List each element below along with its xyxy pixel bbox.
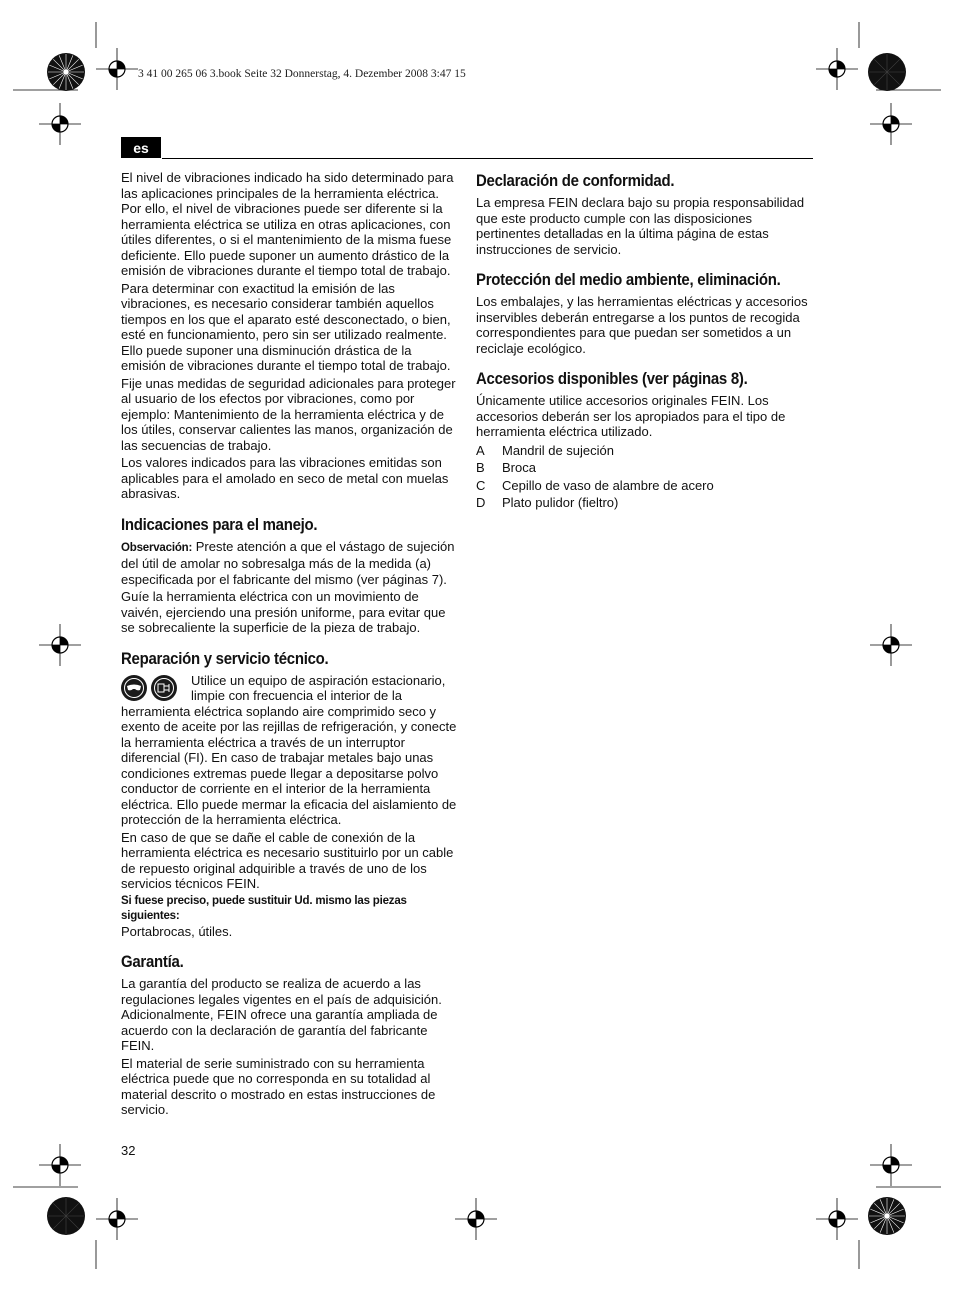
repair-block — [121, 673, 457, 828]
warranty-paragraph-1: La garantía del producto se realiza de acuerdo a las regulaciones legales vigentes en el país de adquisición. Adicionalmente, FEIN ofrece una garantía ampliada de acuerdo con la declaración de garantía del fabricante FEIN. — [121, 976, 442, 1053]
list-item — [476, 494, 812, 512]
observation-text: Preste atención a que el vástago de sujeción del útil de amolar no sobresalga más de la medida (a) especificada por el fabricante del mismo (ver páginas 7). — [121, 538, 455, 587]
vibration-paragraph-2: Para determinar con exactitud la emisión de las vibraciones, es necesario considerar también aquellos tiempos en los que el aparato esté desconectado, o bien, esté en funcionamiento, pero sin ser utilizado realmente. Ello puede suponer una disminución drástica de la emisión de vibraciones durante el tiempo total de trabajo. — [121, 280, 451, 373]
vibration-paragraph-4: Los valores indicados para las vibraciones emitidas son aplicables para el amolado en seco de metal con muelas abrasivas. — [121, 455, 449, 501]
color-rosette-icon — [46, 1196, 86, 1236]
item-text: Plato pulidor (fieltro) — [502, 495, 619, 510]
warranty-paragraph-2: El material de serie suministrado con su herramienta eléctrica puede que no corresponda en su totalidad al material descrito o mostrado en estas instrucciones de servicio. — [121, 1055, 436, 1117]
color-rosette-icon — [46, 52, 86, 92]
list-item — [476, 442, 812, 460]
goggles-icon — [121, 675, 147, 701]
item-letter: A — [476, 442, 485, 458]
item-letter: C — [476, 477, 486, 493]
plug-icon — [151, 675, 177, 701]
item-text: Cepillo de vaso de alambre de acero — [502, 477, 714, 493]
item-text: Broca — [502, 460, 536, 475]
right-column — [476, 170, 812, 512]
environment-heading: Protección del medio ambiente, eliminación. — [476, 270, 781, 289]
print-file-info: 3 41 00 265 06 3.book Seite 32 Donnerstag, 4. Dezember 2008 3:47 15 — [138, 68, 466, 80]
vibration-paragraph-3: Fije unas medidas de seguridad adicionales para proteger al usuario de los efectos por vibraciones, como por ejemplo: Mantenimiento de la herramienta eléctrica y de los útiles, conservar calientes las manos, organización de las secuencias de trabajo. — [121, 375, 456, 453]
safety-icons — [121, 673, 185, 703]
observation-paragraph — [121, 539, 457, 588]
accessories-list — [476, 442, 812, 512]
handling-heading: Indicaciones para el manejo. — [121, 514, 318, 534]
header-rule — [162, 158, 813, 159]
item-text: Mandril de sujeción — [502, 442, 615, 458]
conformity-heading: Declaración de conformidad. — [476, 171, 675, 190]
repair-heading: Reparación y servicio técnico. — [121, 648, 329, 668]
color-rosette-icon — [867, 52, 907, 92]
page-number: 32 — [121, 1143, 136, 1158]
repair-paragraph-1: Utilice un equipo de aspiración estacionario, limpie con frecuencia el interior de la herramienta eléctrica soplando aire comprimido seco y exento de aceite por las rejillas de refrigeración, y conecte la herramienta eléctrica a través de un interruptor diferencial (FI). En caso de trabajar metales bajo unas condiciones extremas puede llegar a depositarse polvo conductor de corriente en el interior de la herramienta eléctrica. Ello puede mermar la eficacia del aislamiento de protección de la herramienta eléctrica. — [121, 672, 457, 827]
language-tag: es — [121, 137, 161, 158]
vibration-paragraph-1: El nivel de vibraciones indicado ha sido determinado para las aplicaciones principales de la herramienta eléctrica. Por ello, el nivel de vibraciones puede ser diferente si la herramienta eléctrica se utiliza en otras aplicaciones, con útiles diferentes, o si el mantenimiento de la misma fuese deficiente. Ello puede suponer un aumento drástico de la emisión de vibraciones durante el tiempo total de trabajo. — [121, 170, 454, 278]
left-column — [121, 170, 457, 1120]
warranty-heading: Garantía. — [121, 952, 184, 971]
list-item — [476, 459, 812, 477]
accessories-paragraph: Únicamente utilice accesorios originales FEIN. Los accesorios deberán ser los apropiados para el tipo de herramienta eléctrica utilizado. — [476, 393, 786, 439]
observation-label: Observación: — [121, 541, 193, 554]
repair-parts-list: Portabrocas, útiles. — [121, 923, 233, 939]
conformity-paragraph: La empresa FEIN declara bajo su propia responsabilidad que este producto cumple con las disposiciones pertinentes detalladas en la última página de estas instrucciones de servicio. — [476, 195, 805, 257]
environment-paragraph: Los embalajes, y las herramientas eléctricas y accesorios inservibles deberán entregarse a los puntos de recogida correspondientes para que puedan ser sometidos a un reciclaje ecológico. — [476, 294, 808, 356]
item-letter: D — [476, 495, 486, 510]
list-item — [476, 477, 812, 495]
accessories-heading: Accesorios disponibles (ver páginas 8). — [476, 369, 748, 388]
handling-paragraph-2: Guíe la herramienta eléctrica con un movimiento de vaivén, ejerciendo una presión uniforme, para evitar que se sobrecaliente la superficie de la pieza de trabajo. — [121, 589, 446, 635]
repair-paragraph-2: En caso de que se dañe el cable de conexión de la herramienta eléctrica es necesario sustituirlo por un cable de repuesto original adquirible a través de uno de los servicios técnicos FEIN. — [121, 829, 454, 891]
repair-parts-note: Si fuese preciso, puede sustituir Ud. mismo las piezas siguientes: — [121, 894, 407, 922]
item-letter: B — [476, 460, 485, 475]
color-rosette-icon — [867, 1196, 907, 1236]
